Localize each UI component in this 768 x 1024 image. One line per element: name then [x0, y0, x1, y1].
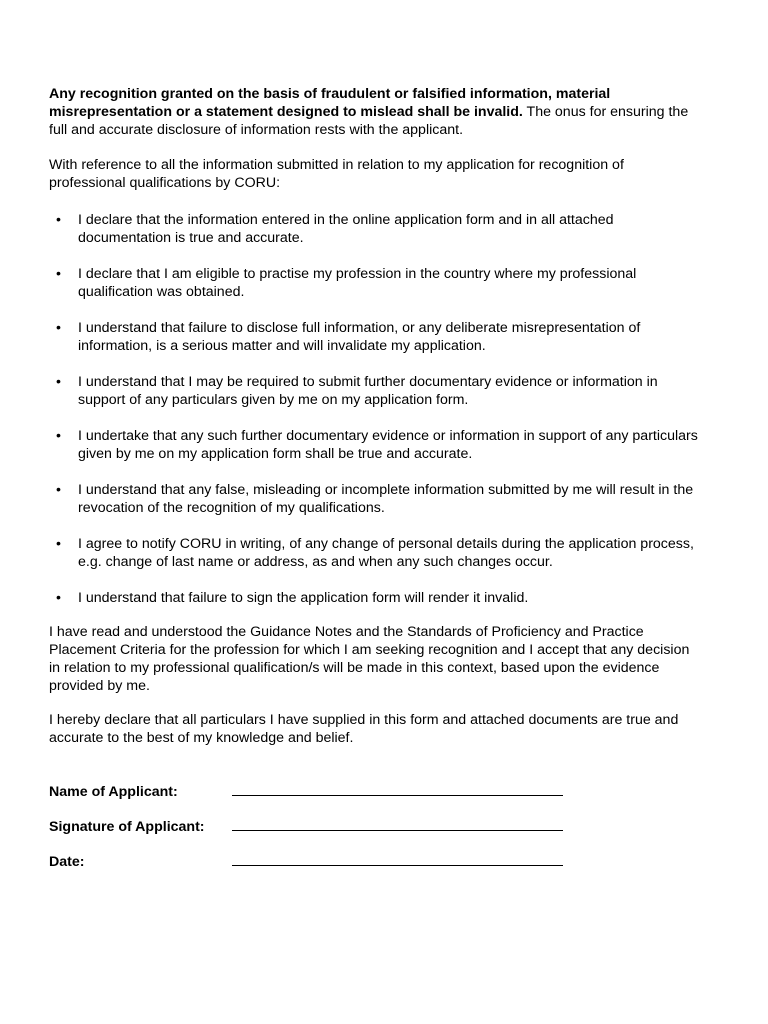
bullet-icon: •	[56, 590, 61, 606]
declaration-item	[49, 373, 699, 409]
date-label: Date:	[49, 854, 85, 870]
declarations-list	[49, 211, 699, 607]
declaration-item	[49, 481, 699, 517]
hereby-paragraph: I hereby declare that all particulars I have supplied in this form and attached documents are true and accurate to the best of my knowledge and belief.	[49, 712, 679, 746]
declaration-text: I understand that failure to disclose full information, or any deliberate misrepresentation of information, is a serious matter and will invalidate my application.	[78, 320, 641, 354]
date-field-row	[49, 851, 699, 869]
name-field-row	[49, 781, 699, 799]
name-line[interactable]	[232, 781, 563, 796]
declaration-text: I understand that failure to sign the application form will render it invalid.	[78, 590, 529, 606]
declaration-text: I undertake that any such further documentary evidence or information in support of any particulars given by me on my application form shall be true and accurate.	[78, 428, 698, 462]
signature-label: Signature of Applicant:	[49, 819, 205, 835]
guidance-paragraph: I have read and understood the Guidance Notes and the Standards of Proficiency and Practice Placement Criteria for the profession for which I am seeking recognition and I accept that any decision in relation to my professional qualification/s will be made in this context, based upon the evidence provided by me.	[49, 624, 690, 694]
declaration-text: I declare that I am eligible to practise my profession in the country where my professional qualification was obtained.	[78, 266, 637, 300]
bullet-icon: •	[56, 428, 61, 444]
bullet-icon: •	[56, 374, 61, 390]
declaration-text: I agree to notify CORU in writing, of any change of personal details during the application process, e.g. change of last name or address, as and when any such changes occur.	[78, 536, 694, 570]
declaration-item	[49, 589, 699, 607]
bullet-icon: •	[56, 212, 61, 228]
signature-field-row	[49, 816, 699, 834]
bullet-icon: •	[56, 266, 61, 282]
intro-bold-text: Any recognition granted on the basis of fraudulent or falsified information, material misrepresentation or a statement designed to mislead shall be invalid.	[49, 86, 611, 120]
declaration-text: I understand that any false, misleading or incomplete information submitted by me will result in the revocation of the recognition of my qualifications.	[78, 482, 694, 516]
intro-paragraph	[49, 85, 699, 139]
declaration-item	[49, 211, 699, 247]
date-line[interactable]	[232, 851, 563, 866]
reference-paragraph: With reference to all the information submitted in relation to my application for recognition of professional qualifications by CORU:	[49, 157, 624, 191]
bullet-icon: •	[56, 320, 61, 336]
declaration-item	[49, 265, 699, 301]
name-label: Name of Applicant:	[49, 784, 178, 800]
declaration-text: I understand that I may be required to submit further documentary evidence or information in support of any particulars given by me on my application form.	[78, 374, 658, 408]
declaration-item	[49, 319, 699, 355]
intro-normal-text: The onus for ensuring the full and accurate disclosure of information rests with the applicant.	[49, 104, 689, 138]
declaration-item	[49, 535, 699, 571]
declaration-item	[49, 427, 699, 463]
bullet-icon: •	[56, 482, 61, 498]
signature-line[interactable]	[232, 816, 563, 831]
bullet-icon: •	[56, 536, 61, 552]
declaration-text: I declare that the information entered in the online application form and in all attached documentation is true and accurate.	[78, 212, 614, 246]
declaration-page	[49, 85, 699, 886]
